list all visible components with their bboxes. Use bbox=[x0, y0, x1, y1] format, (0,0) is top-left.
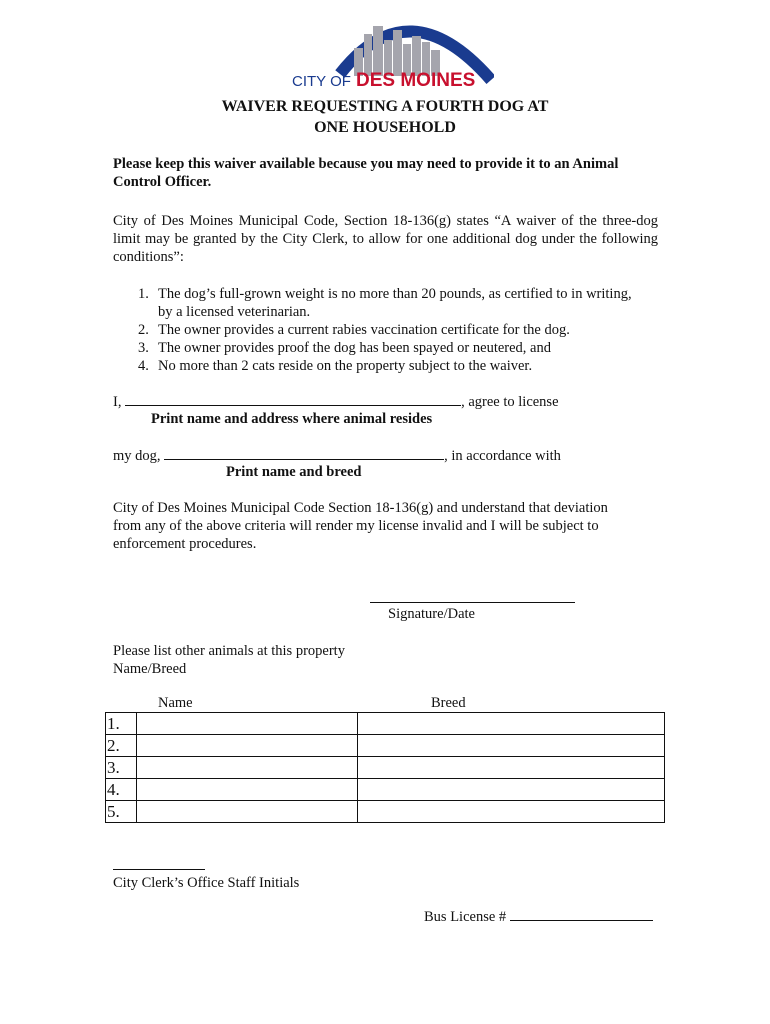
conditions-list bbox=[128, 285, 668, 375]
statement-line-1: City of Des Moines Municipal Code Section 18-136(g) and understand that deviation bbox=[113, 500, 608, 516]
animal-name-cell[interactable] bbox=[137, 735, 358, 757]
city-logo bbox=[284, 14, 494, 90]
signature-date-field[interactable] bbox=[370, 602, 575, 603]
row-number: 1. bbox=[106, 713, 137, 735]
bus-license-label: Bus License # bbox=[424, 909, 507, 925]
staff-initials-label: City Clerk’s Office Staff Initials bbox=[113, 875, 300, 891]
breed-column-header: Breed bbox=[431, 695, 466, 711]
keep-waiver-notice bbox=[113, 155, 658, 191]
table-row bbox=[106, 801, 665, 823]
animal-breed-cell[interactable] bbox=[358, 735, 665, 757]
notice-line-2: Control Officer. bbox=[113, 174, 212, 190]
title-line-2: ONE HOUSEHOLD bbox=[314, 119, 456, 136]
name-column-header: Name bbox=[158, 695, 193, 711]
svg-text:CITY OF: CITY OF bbox=[292, 73, 351, 90]
animal-name-cell[interactable] bbox=[137, 801, 358, 823]
staff-initials-field[interactable] bbox=[113, 869, 205, 870]
animal-breed-cell[interactable] bbox=[358, 757, 665, 779]
dog-name-breed-field[interactable] bbox=[164, 446, 444, 460]
table-row bbox=[106, 735, 665, 757]
municipal-code-intro: City of Des Moines Municipal Code, Section 18-136(g) states “A waiver of the three-dog limit may be granted by the City Clerk, to allow for one additional dog under the following conditions”: bbox=[113, 213, 658, 265]
svg-text:DES MOINES: DES MOINES bbox=[356, 70, 476, 90]
skyline-arch-icon bbox=[284, 14, 494, 90]
row-number: 5. bbox=[106, 801, 137, 823]
row-number: 4. bbox=[106, 779, 137, 801]
animal-breed-cell[interactable] bbox=[358, 779, 665, 801]
dog-prefix: my dog, bbox=[113, 448, 161, 464]
condition-item: 1. The dog’s full-grown weight is no more than 20 pounds, as certified to in writing, by a licensed veterinarian. bbox=[138, 286, 632, 320]
other-animals-heading bbox=[113, 642, 345, 678]
name-address-field[interactable] bbox=[125, 392, 461, 406]
animal-breed-cell[interactable] bbox=[358, 801, 665, 823]
animal-breed-cell[interactable] bbox=[358, 713, 665, 735]
condition-item: 2. The owner provides a current rabies vaccination certificate for the dog. bbox=[138, 322, 570, 338]
animal-name-cell[interactable] bbox=[137, 757, 358, 779]
agree-line bbox=[113, 392, 559, 411]
animal-name-cell[interactable] bbox=[137, 713, 358, 735]
other-animals-line-2: Name/Breed bbox=[113, 661, 187, 677]
notice-line-1: Please keep this waiver available because you may need to provide it to an Animal bbox=[113, 156, 619, 172]
condition-item: 3. The owner provides proof the dog has been spayed or neutered, and bbox=[138, 340, 551, 356]
animal-name-cell[interactable] bbox=[137, 779, 358, 801]
row-number: 2. bbox=[106, 735, 137, 757]
form-title bbox=[0, 96, 770, 138]
other-animals-line-1: Please list other animals at this property bbox=[113, 643, 345, 659]
table-row bbox=[106, 757, 665, 779]
agree-suffix: , agree to license bbox=[461, 394, 559, 410]
condition-item: 4. No more than 2 cats reside on the property subject to the waiver. bbox=[138, 358, 533, 374]
other-animals-table bbox=[105, 712, 665, 823]
dog-caption: Print name and breed bbox=[226, 464, 362, 480]
deviation-statement bbox=[113, 499, 658, 553]
signature-date-label: Signature/Date bbox=[388, 606, 475, 622]
agree-prefix: I, bbox=[113, 394, 122, 410]
bus-license-field[interactable] bbox=[510, 907, 653, 921]
statement-line-3: enforcement procedures. bbox=[113, 536, 257, 552]
row-number: 3. bbox=[106, 757, 137, 779]
table-row bbox=[106, 779, 665, 801]
table-row bbox=[106, 713, 665, 735]
dog-suffix: , in accordance with bbox=[444, 448, 561, 464]
title-line-1: WAIVER REQUESTING A FOURTH DOG AT bbox=[221, 98, 549, 115]
statement-line-2: from any of the above criteria will render my license invalid and I will be subject to bbox=[113, 518, 599, 534]
bus-license-row bbox=[424, 907, 653, 926]
name-address-caption: Print name and address where animal resides bbox=[151, 411, 433, 427]
